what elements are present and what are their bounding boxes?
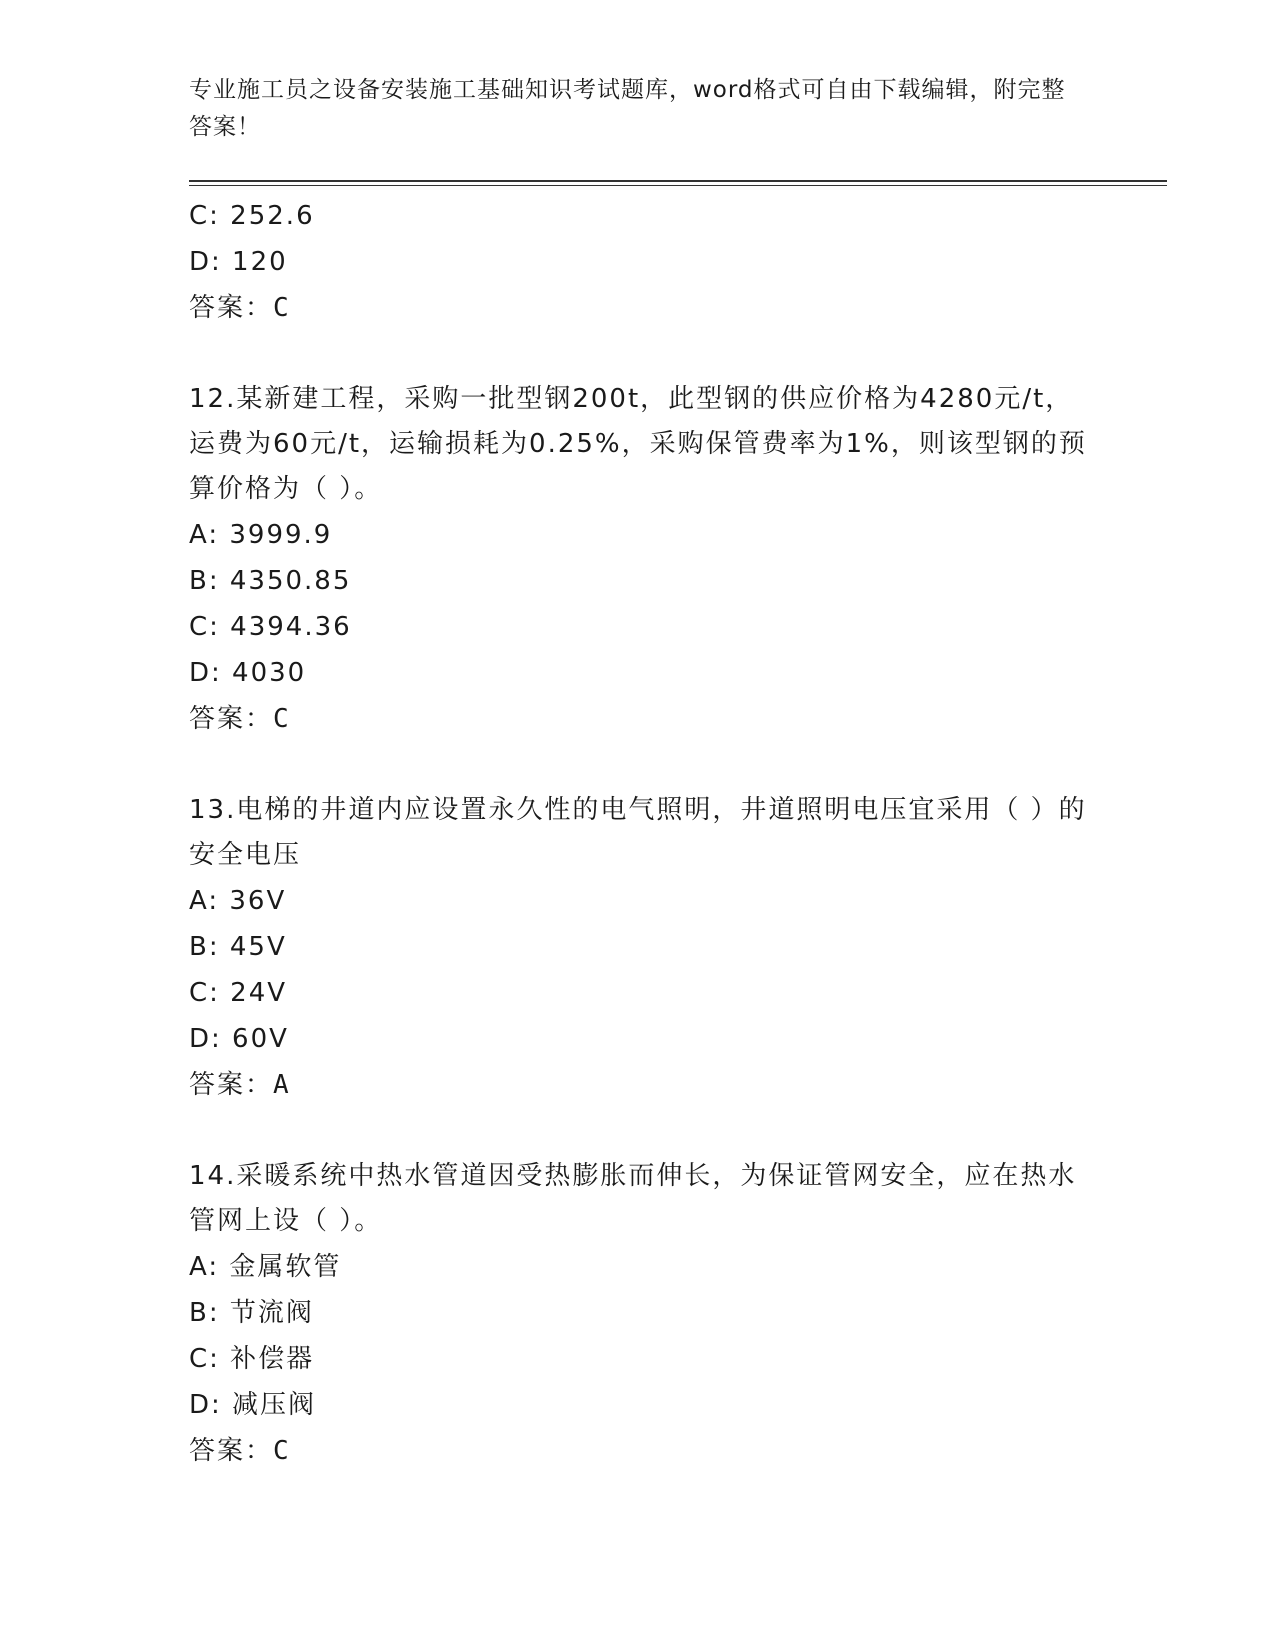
question-text: 13.电梯的井道内应设置永久性的电气照明，井道照明电压宜采用（ ）的安全电压 [189, 795, 1087, 870]
option: D: 减压阀 [189, 1390, 317, 1420]
option: A: 36V [189, 886, 287, 916]
question-text: 14.采暖系统中热水管道因受热膨胀而伸长，为保证管网安全，应在热水管网上设（ ）。 [189, 1161, 1077, 1236]
answer-label: 答案： [189, 293, 274, 323]
answer-key: A [273, 1070, 291, 1100]
answer-line [189, 285, 1089, 331]
answer-key: C [273, 293, 291, 323]
option: C: 24V [189, 978, 288, 1008]
question-12 [189, 377, 1089, 742]
answer-label: 答案： [189, 1070, 274, 1100]
question-13 [189, 788, 1089, 1108]
option: C: 252.6 [189, 201, 315, 231]
answer-label: 答案： [189, 1436, 274, 1466]
option: D: 120 [189, 247, 288, 277]
document-body [189, 193, 1089, 1474]
answer-key: C [273, 704, 291, 734]
option: A: 金属软管 [189, 1252, 342, 1282]
question-text: 12.某新建工程，采购一批型钢200t，此型钢的供应价格为4280元/t，运费为60元/t，运输损耗为0.25%，采购保管费率为1%，则该型钢的预算价格为（ ）。 [189, 384, 1087, 504]
option: D: 60V [189, 1024, 289, 1054]
option: D: 4030 [189, 658, 307, 688]
header-rule [189, 180, 1167, 182]
answer-line [189, 1428, 1089, 1474]
option: C: 4394.36 [189, 612, 352, 642]
answer-label: 答案： [189, 704, 274, 734]
answer-line [189, 696, 1089, 742]
option: B: 4350.85 [189, 566, 352, 596]
option: B: 45V [189, 932, 287, 962]
option: C: 补偿器 [189, 1344, 315, 1374]
question-14 [189, 1154, 1089, 1474]
answer-line [189, 1062, 1089, 1108]
option: A: 3999.9 [189, 520, 333, 550]
option: B: 节流阀 [189, 1298, 314, 1328]
page-header: 专业施工员之设备安装施工基础知识考试题库，word格式可自由下载编辑，附完整答案！ [189, 77, 1066, 140]
header-rule-second [189, 185, 1167, 186]
answer-key: C [273, 1436, 291, 1466]
